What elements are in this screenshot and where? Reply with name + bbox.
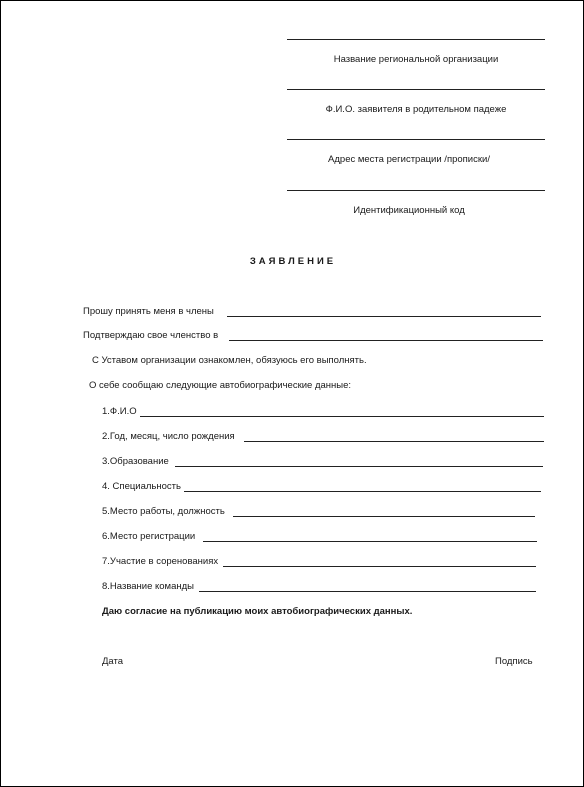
charter-statement: С Уставом организации ознакомлен, обязуюсь его выполнять.: [92, 355, 367, 366]
item-full-name-fill: [140, 416, 544, 417]
applicant-name-label: Ф.И.О. заявителя в родительном падеже: [325, 104, 507, 115]
item-workplace: 5.Место работы, должность: [102, 506, 225, 517]
confirm-membership-fill: [229, 340, 543, 341]
address-label: Адрес места регистрации /прописки/: [328, 154, 490, 165]
org-name-label: Название региональной организации: [333, 54, 499, 65]
request-membership-text: Прошу принять меня в члены: [83, 306, 214, 317]
item-team-name: 8.Название команды: [102, 581, 194, 592]
document-title: ЗАЯВЛЕНИЕ: [249, 256, 337, 267]
item-specialty-fill: [184, 491, 541, 492]
item-full-name: 1.Ф.И.О: [102, 406, 137, 417]
date-label: Дата: [102, 656, 124, 667]
request-membership-fill: [227, 316, 541, 317]
item-birth-date: 2.Год, месяц, число рождения: [102, 431, 235, 442]
item-competitions: 7.Участие в соренованиях: [102, 556, 219, 567]
applicant-name-line: [287, 89, 545, 90]
item-education-fill: [175, 466, 543, 467]
item-registration: 6.Место регистрации: [102, 531, 196, 542]
item-workplace-fill: [233, 516, 535, 517]
consent-statement: Даю согласие на публикацию моих автобиографических данных.: [102, 606, 413, 617]
item-team-name-fill: [199, 591, 536, 592]
confirm-membership-text: Подтверждаю свое членство в: [83, 330, 219, 341]
about-statement: О себе сообщаю следующие автобиографические данные:: [89, 380, 352, 391]
signature-label: Подпись: [495, 656, 533, 667]
item-registration-fill: [203, 541, 537, 542]
item-competitions-fill: [223, 566, 536, 567]
item-education: 3.Образование: [102, 456, 169, 467]
item-specialty: 4. Специальность: [102, 481, 181, 492]
id-code-label: Идентификационный код: [353, 205, 465, 216]
item-birth-date-fill: [244, 441, 544, 442]
org-name-line: [287, 39, 545, 40]
address-line: [287, 139, 545, 140]
id-code-line: [287, 190, 545, 191]
